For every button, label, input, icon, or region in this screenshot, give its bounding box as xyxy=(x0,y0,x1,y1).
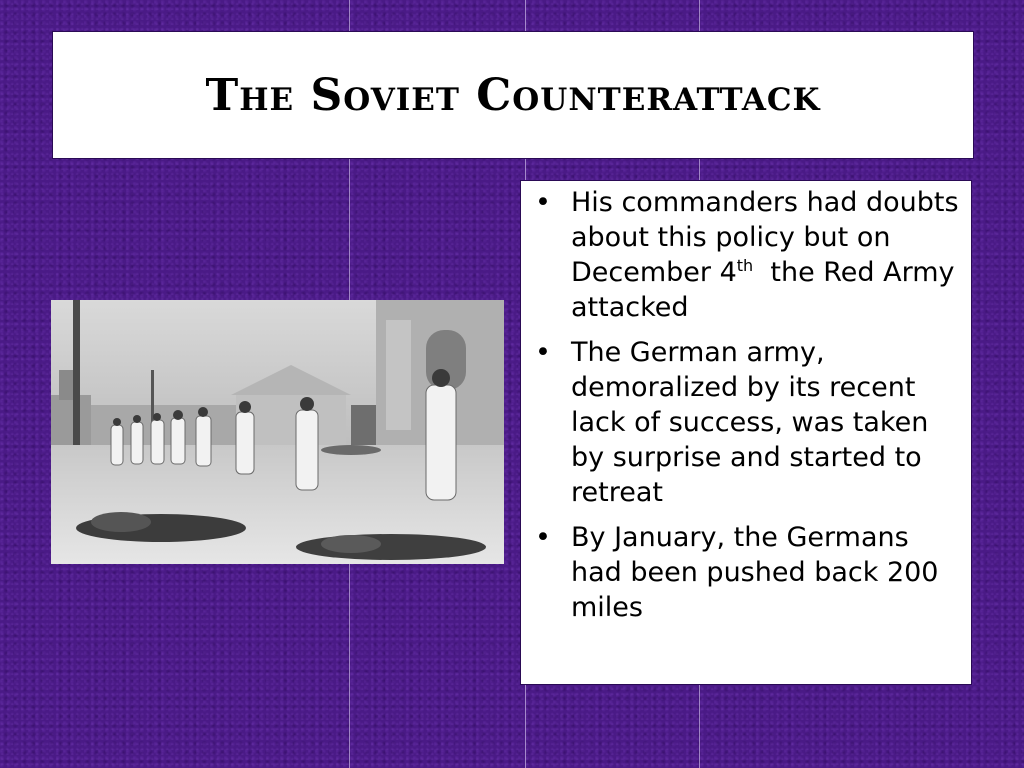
bullet-text-continued: the Red Army attacked xyxy=(571,257,964,323)
bullet-text-box xyxy=(520,180,972,685)
bullet-text: The German army, demoralized by its recent lack of success, was taken by surprise and started to retreat xyxy=(571,337,929,508)
slide-title: The Soviet Counterattack xyxy=(205,69,821,121)
list-item xyxy=(533,335,961,510)
bullet-marker: • xyxy=(535,522,551,553)
bullet-marker: • xyxy=(535,187,551,218)
photo-icon xyxy=(51,300,504,564)
title-box xyxy=(52,31,974,159)
bullet-text: By January, the Germans had been pushed back 200 miles xyxy=(571,522,939,623)
list-item xyxy=(533,185,964,325)
bullet-marker: • xyxy=(535,337,551,368)
ordinal-suffix: th xyxy=(736,256,754,275)
bullet-text: His commanders had doubts about this policy but on December 4 xyxy=(571,187,959,288)
bullet-list xyxy=(533,185,964,625)
photo xyxy=(51,300,504,564)
list-item xyxy=(533,520,961,625)
